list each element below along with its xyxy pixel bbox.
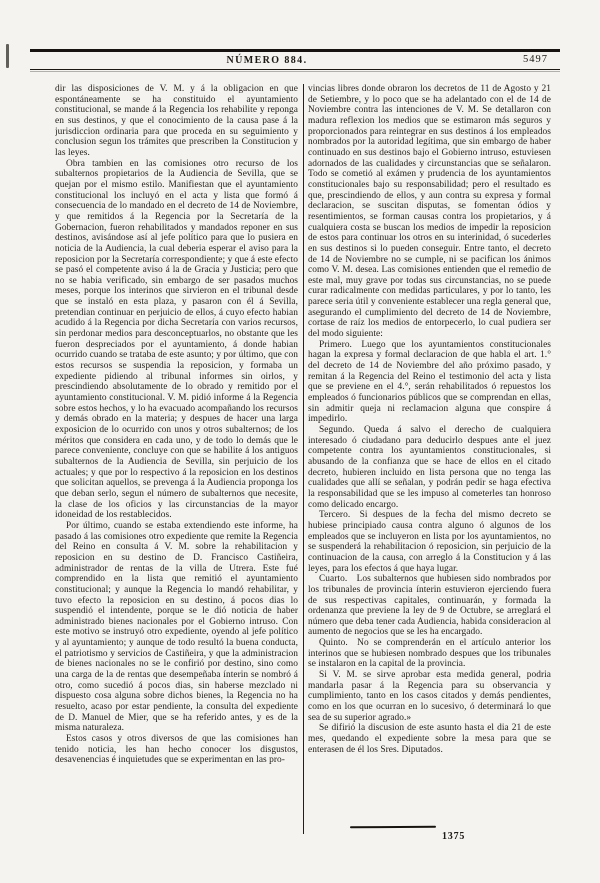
right-paragraph-quinto: Quinto. No se comprenderán en el artículo anterior los interinos que se hubiesen nombrado despues que los tribunales se instalaron en la capital de la provincia. (308, 638, 551, 670)
column-divider-rule (303, 84, 304, 834)
left-paragraph: Por último, cuando se estaba extendiendo este informe, ha pasado á las comisiones otro expediente que remite la Regencia del Reino en consulta á V. M. sobre la rehabilitacion y reposicion en su destino de D. Francisco Castiñeira, administrador de rentas de la villa de Utrera. Este fué comprendido en la lista que remitió el ayuntamiento constitucional; y aunque la Regencia lo mandó rehabilitar, y tuvo efecto la reposicion en su destino, á pocos dias lo suspendió el intendente, porque se le dió noticia de haber administrado bienes nacionales por el Gobierno intruso. Con este motivo se instruyó otro expediente, oyendo al jefe político y al ayuntamiento; y aunque de todo resultó la buena conducta, el patriotismo y servicios de Castiñeira, y que la administracion de bienes nacionales no se le confirió por destino, sino como una carga de la de rentas que desempeñaba ínterin se nombró á otro, como sucedió á pocos dias, sin haberse mezclado ni dispuesto cosa alguna sobre dichos bienes, la Regencia no ha resuelto, acaso por estar pendiente, la consulta del expediente de D. Manuel de Mier, que se ha referido antes, y es de la misma naturaleza. (55, 520, 298, 734)
right-paragraph-primero: Primero. Luego que los ayuntamientos constitucionales hagan la expresa y formal declaracion de que habla el art. 1.° del decreto de 14 de Noviembre del año próximo pasado, y remitan á la Regencia del Reino el testimonio del acta y lista que se previene en el 4.°, serán rehabilitados ó repuestos los empleados ó funcionarios públicos que se comprendan en ellas, sin admitir queja ni reclamacion alguna que conspire á impedirlo. (308, 339, 551, 425)
right-paragraph-segundo: Segundo. Queda á salvo el derecho de cualquiera interesado ó ciudadano para deducirlo despues ante el juez competente contra los ayuntamientos constitucionales, si abusando de la confianza que se hace de ellos en el citado decreto, hubieren incluido en lista persona que no tenga las cualidades que allí se señalan, y podrán pedir se haga efectiva la responsabilidad que se les impuso al cometerles tan honroso como delicado encargo. (308, 425, 551, 510)
folio-page-number: 5497 (523, 54, 548, 65)
right-paragraph-closing: Si V. M. se sirve aprobar esta medida general, podria mandarla pasar á la Regencia para su observancia y cumplimiento, tanto en los casos citados y demás pendientes, como en los que ocurran en lo sucesivo, ó determinará lo que sea de su superior agrado.» (308, 670, 551, 723)
left-column (55, 84, 298, 836)
left-paragraph-continuation: dir las disposiciones de V. M. y á la obligacion en que espontáneamente se ha constituido el ayuntamiento constitucional, se mande á la Regencia los rehabilite y reponga en sus destinos, y que el conocimiento de la causa pase á la jurisdiccion ordinaria para que proceda en su seguimiento y conclusion segun los trámites que prescriben la Constitucion y las leyes. (55, 84, 298, 158)
right-paragraph-resolution: Se difirió la discusion de este asunto hasta el dia 21 de este mes, quedando el expediente sobre la mesa para que se enterasen de él los Sres. Diputados. (308, 723, 551, 755)
header-row (30, 52, 560, 69)
left-paragraph: Obra tambien en las comisiones otro recurso de los subalternos propietarios de la Audiencia de Sevilla, que se quejan por el mismo estilo. Manifiestan que el ayuntamiento constitucional los incluyó en el acta y lista que formó á consecuencia de lo mandado en el decreto de 14 de Noviembre, y que remitidos á la Regencia por la Secretaría de la Gobernacion, fueron rehabilitados y mandados reponer en sus destinos, avisándose así al jefe político para que lo pusiera en noticia de la Audiencia, la cual deberia esperar el aviso para la reposicion por la Secretaría correspondiente; y que á este efecto se pasó el competente aviso á la de Gracia y Justicia; pero que no se habia verificado, sin embargo de ser pasados muchos meses, porque los interinos que sirvieron en el tribunal desde que se instaló en esta plaza, y pasaron con él á Sevilla, pretendian continuar en perjuicio de ellos, á cuyo efecto habian acudido á la Regencia por dicha Secretaría con varios recursos, sin perdonar medios para desconceptuarlos, no obstante que les fueron despreciados por el ayuntamiento, á donde habian ocurrido cuando se trataba de este asunto; y por último, que con estos recursos se suspendia la reposicion, y formaba un expediente pidiendo al tribunal informes sin oirlos, y prescindiendo absolutamente de lo obrado y remitido por el ayuntamiento constitucional. V. M. pidió informe á la Regencia sobre estos hechos, y lo ha evacuado acompañando los recursos y demás obrado en la materia; y despues de hacer una larga exposicion de lo ocurrido con unos y otros subalternos; de los méritos que considera en cada uno, y de todo lo demás que le parece conveniente, concluye con que se habilite á los antiguos subalternos de la Audiencia de Sevilla, sin perjuicio de los actuales; y que por lo respectivo á la reposicion en los destinos que solicitan aquellos, se prevenga á la Audiencia proponga los que deban serlo, segun el número de subalternos que necesite, la clase de los oficios y las circunstancias de la mayor idoneidad de los restablecidos. (55, 158, 298, 521)
right-paragraph-cuarto: Cuarto. Los subalternos que hubiesen sido nombrados por los tribunales de provincia ínterin estuvieron ejerciendo fuera de sus respectivas capitales, continuarán, y formada la ordenanza que previene la ley de 9 de Octubre, se arreglará el número que deba tener cada Audiencia, habida consideracion al aumento de negocios que se les ha encargado. (308, 574, 551, 638)
text-columns (55, 84, 552, 836)
header-bottom-rule (30, 69, 560, 70)
page-header (30, 49, 560, 70)
right-column (308, 84, 551, 836)
right-paragraph-continuation: vincias libres donde obraron los decretos de 11 de Agosto y 21 de Setiembre, y lo poco que se ha adelantado con el de 14 de Noviembre contra las intenciones de V. M. Se detallaron con madura reflexion los medios que se estimaron más seguros y proporcionados para reintegrar en sus destinos á los empleados nombrados por la autoridad legítima, que sin embargo de haber continuado en sus destinos bajo el Gobierno intruso, estuviesen adornados de las cualidades y circunstancias que se señalaron. Todo se cometió al exámen y prudencia de los ayuntamientos constitucionales bajo su responsabilidad; pero el resultado es que, prescindiendo de ellos, y aun contra su expresa y formal declaracion, se suscitan disputas, se fomentan ódios y resentimientos, se forman causas contra los propietarios, y á cualquiera costa se buscan los medios de impedir la reposicion de estos para continuar los otros en su interinidad, ó sucederles en sus destinos si lo pueden conseguir. Entre tanto, el decreto de 14 de Noviembre no se cumple, ni se pacifican los ánimos como V. M. desea. Las comisiones entienden que el remedio de este mal, muy grave por todas sus circunstancias, no se puede curar radicalmente con medidas particulares, y por lo tanto, les parece seria útil y conveniente establecer una regla general que, asegurando el cumplimiento del decreto de 14 de Noviembre, cortase de raíz los medios de entorpecerlo, lo cual pudiera ser del modo siguiente: (308, 84, 551, 340)
issue-number-label: NÚMERO 884. (226, 55, 308, 66)
right-paragraph-tercero: Tercero. Si despues de la fecha del mismo decreto se hubiese principiado causa contra alguno ó algunos de los empleados que se incluyeron en lista por los ayuntamientos, no se suspenderá la rehabilitacion ó reposicion, sin perjuicio de la continuacion de la causa, con arreglo á la Constitucion y á las leyes, para los efectos á que haya lugar. (308, 510, 551, 574)
sheet-number: 1375 (442, 831, 466, 842)
left-paragraph: Estos casos y otros diversos de que las comisiones han tenido noticia, les han hecho conocer los disgustos, desavenencias é inquietudes que se experimentan en las pro- (55, 734, 298, 766)
